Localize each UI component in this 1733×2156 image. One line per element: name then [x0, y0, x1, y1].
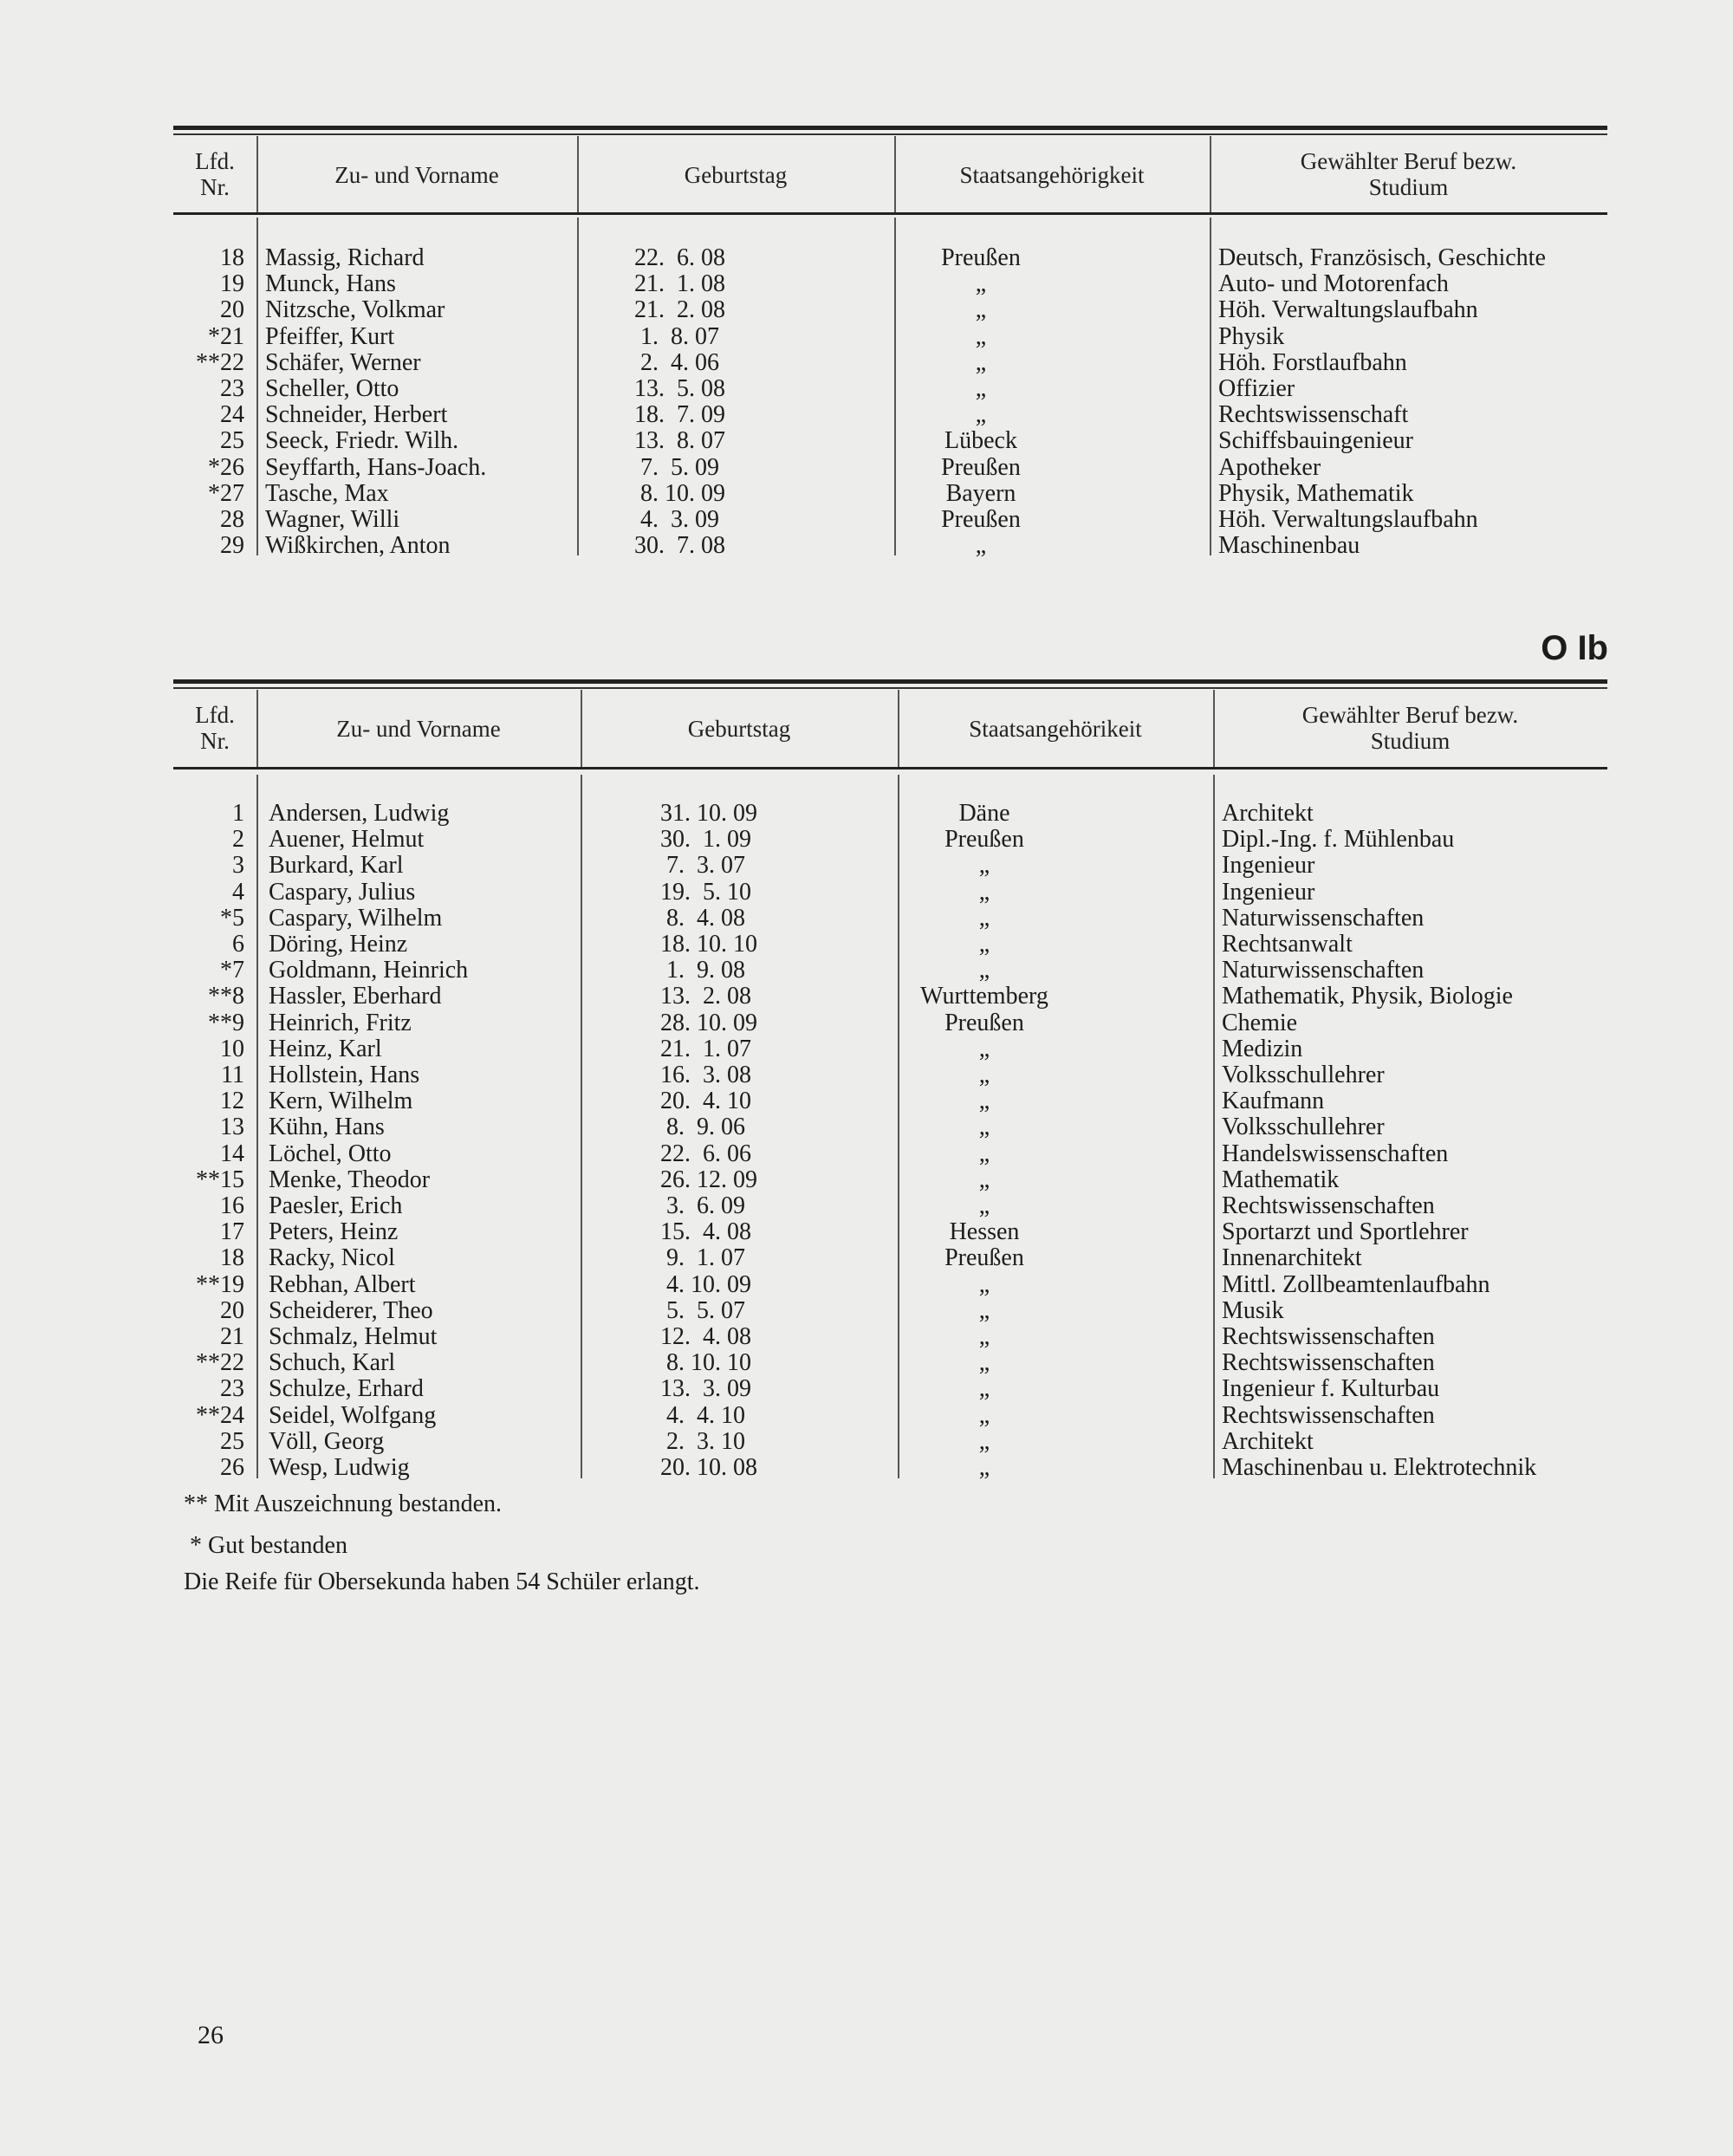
- chosen-profession: Rechtswissenschaften: [1222, 1349, 1435, 1377]
- table-row: [173, 1376, 1607, 1402]
- table-row: [173, 827, 1607, 853]
- birth-date: 22. 6. 06: [660, 1140, 751, 1167]
- row-number: *21: [208, 322, 244, 350]
- student-name: Hassler, Eberhard: [269, 983, 442, 1010]
- row-number: 14: [220, 1140, 244, 1167]
- table-top-rule: [173, 126, 1607, 130]
- row-number: 24: [220, 401, 244, 429]
- birth-date: 26. 12. 09: [660, 1166, 757, 1193]
- birth-date: 20. 10. 08: [660, 1454, 757, 1481]
- header-job: Gewählter Beruf bezw. Studium: [1300, 148, 1517, 200]
- student-name: Schuch, Karl: [269, 1349, 396, 1377]
- table-top-rule-thin: [173, 133, 1607, 135]
- header-divider: [173, 767, 1607, 770]
- header-date: Geburtstag: [687, 716, 791, 742]
- row-number: 18: [220, 244, 244, 271]
- header-nr: Lfd. Nr.: [195, 702, 235, 754]
- birth-date: 15. 4. 08: [660, 1218, 751, 1246]
- row-number: 25: [220, 427, 244, 455]
- row-number: **22: [196, 1349, 244, 1377]
- row-number: **22: [196, 348, 244, 376]
- birth-date: 8. 10. 10: [660, 1349, 751, 1377]
- nationality: „: [978, 1375, 990, 1403]
- nationality: „: [978, 1427, 990, 1455]
- table-row: [173, 1403, 1607, 1429]
- birth-date: 7. 3. 07: [660, 852, 745, 880]
- chosen-profession: Maschinenbau: [1218, 532, 1360, 560]
- row-number: 11: [221, 1062, 244, 1088]
- birth-date: 8. 4. 08: [660, 904, 745, 932]
- birth-date: 21. 2. 08: [634, 296, 725, 324]
- table-row: [173, 1088, 1607, 1114]
- table-row: [173, 533, 1607, 559]
- birth-date: 16. 3. 08: [660, 1062, 751, 1088]
- table-row: [173, 428, 1607, 454]
- table-row: [173, 1167, 1607, 1193]
- chosen-profession: Mittl. Zollbeamtenlaufbahn: [1222, 1270, 1490, 1298]
- table-row: [173, 507, 1607, 533]
- row-number: **9: [208, 1009, 244, 1036]
- row-number: 29: [220, 532, 244, 560]
- birth-date: 4. 4. 10: [660, 1401, 745, 1429]
- chosen-profession: Maschinenbau u. Elektrotechnik: [1222, 1454, 1537, 1481]
- table-row: [173, 1219, 1607, 1245]
- student-name: Caspary, Julius: [269, 878, 416, 906]
- row-number: 3: [232, 852, 244, 880]
- table-row: [173, 1114, 1607, 1140]
- section-title: O Ib: [1541, 629, 1608, 667]
- table-row: [173, 932, 1607, 958]
- chosen-profession: Volksschullehrer: [1222, 1114, 1385, 1141]
- nationality: „: [978, 1401, 990, 1429]
- row-number: 18: [220, 1244, 244, 1272]
- nationality: Däne: [958, 800, 1010, 827]
- nationality: „: [975, 532, 987, 560]
- table-row: [173, 1193, 1607, 1219]
- header-state: Staatsangehörigkeit: [959, 162, 1145, 188]
- nationality: Preußen: [944, 1009, 1024, 1036]
- student-name: Heinrich, Fritz: [269, 1009, 412, 1036]
- nationality: „: [978, 1114, 990, 1141]
- student-name: Kühn, Hans: [269, 1114, 385, 1141]
- chosen-profession: Naturwissenschaften: [1222, 957, 1425, 984]
- student-name: Scheller, Otto: [265, 375, 399, 402]
- chosen-profession: Dipl.-Ing. f. Mühlenbau: [1222, 826, 1455, 854]
- chosen-profession: Ingenieur: [1222, 852, 1315, 880]
- student-name: Seidel, Wolfgang: [269, 1401, 437, 1429]
- birth-date: 13. 3. 09: [660, 1375, 751, 1403]
- student-name: Caspary, Wilhelm: [269, 904, 443, 932]
- student-name: Scheiderer, Theo: [269, 1296, 433, 1324]
- chosen-profession: Offizier: [1218, 375, 1295, 402]
- nationality: „: [975, 401, 987, 429]
- row-number: *26: [208, 453, 244, 481]
- birth-date: 2. 4. 06: [634, 348, 719, 376]
- birth-date: 21. 1. 07: [660, 1035, 751, 1062]
- row-number: 20: [220, 1296, 244, 1324]
- table-row: [173, 402, 1607, 428]
- row-number: 25: [220, 1427, 244, 1455]
- row-number: 17: [220, 1218, 244, 1246]
- student-name: Löchel, Otto: [269, 1140, 392, 1167]
- birth-date: 8. 9. 06: [660, 1114, 745, 1141]
- student-name: Massig, Richard: [265, 244, 425, 271]
- student-name: Paesler, Erich: [269, 1192, 403, 1219]
- nationality: „: [978, 852, 990, 880]
- student-name: Peters, Heinz: [269, 1218, 399, 1246]
- row-number: **8: [208, 983, 244, 1010]
- table-row: [173, 455, 1607, 481]
- header-nr: Lfd. Nr.: [195, 148, 235, 200]
- student-name: Völl, Georg: [269, 1427, 385, 1455]
- nationality: „: [978, 1166, 990, 1193]
- chosen-profession: Musik: [1222, 1296, 1284, 1324]
- table-row: [173, 1350, 1607, 1376]
- table-row: [173, 1324, 1607, 1350]
- nationality: Bayern: [945, 479, 1016, 507]
- nationality: „: [975, 348, 987, 376]
- birth-date: 13. 5. 08: [634, 375, 725, 402]
- birth-date: 4. 3. 09: [634, 506, 719, 533]
- table-row: [173, 880, 1607, 906]
- student-name: Seyffarth, Hans-Joach.: [265, 453, 487, 481]
- chosen-profession: Innenarchitekt: [1222, 1244, 1362, 1272]
- table-row: [173, 958, 1607, 984]
- row-number: **24: [196, 1401, 244, 1429]
- chosen-profession: Physik, Mathematik: [1218, 479, 1414, 507]
- student-name: Racky, Nicol: [269, 1244, 395, 1272]
- nationality: Hessen: [949, 1218, 1020, 1246]
- table-row: [173, 271, 1607, 297]
- student-name: Döring, Heinz: [269, 931, 408, 958]
- chosen-profession: Höh. Verwaltungslaufbahn: [1218, 506, 1478, 533]
- chosen-profession: Sportarzt und Sportlehrer: [1222, 1218, 1469, 1246]
- birth-date: 30. 1. 09: [660, 826, 751, 854]
- birth-date: 8. 10. 09: [634, 479, 725, 507]
- nationality: „: [978, 1349, 990, 1377]
- birth-date: 18. 10. 10: [660, 931, 757, 958]
- chosen-profession: Rechtswissenschaften: [1222, 1192, 1435, 1219]
- student-name: Andersen, Ludwig: [269, 800, 450, 827]
- table-row: [173, 1062, 1607, 1088]
- row-number: *7: [220, 957, 244, 984]
- table-row: [173, 1455, 1607, 1481]
- nationality: „: [978, 1323, 990, 1350]
- chosen-profession: Deutsch, Französisch, Geschichte: [1218, 244, 1546, 271]
- student-name: Menke, Theodor: [269, 1166, 431, 1193]
- table-row: [173, 481, 1607, 507]
- nationality: „: [978, 1296, 990, 1324]
- row-number: 6: [232, 931, 244, 958]
- nationality: „: [978, 904, 990, 932]
- nationality: Wurttemberg: [920, 983, 1048, 1010]
- birth-date: 28. 10. 09: [660, 1009, 757, 1036]
- note-distinction: ** Mit Auszeichnung bestanden.: [184, 1490, 503, 1517]
- nationality: Lübeck: [944, 427, 1017, 455]
- page-number: 26: [198, 2021, 224, 2049]
- nationality: „: [978, 1270, 990, 1298]
- table-row: [173, 350, 1607, 376]
- table-row: [173, 297, 1607, 323]
- chosen-profession: Architekt: [1222, 800, 1314, 827]
- header-divider: [173, 212, 1607, 215]
- table-row: [173, 1429, 1607, 1455]
- nationality: „: [978, 1192, 990, 1219]
- chosen-profession: Architekt: [1222, 1427, 1314, 1455]
- birth-date: 21. 1. 08: [634, 270, 725, 298]
- chosen-profession: Höh. Verwaltungslaufbahn: [1218, 296, 1478, 324]
- nationality: „: [978, 1062, 990, 1088]
- table-row: [173, 853, 1607, 879]
- birth-date: 30. 7. 08: [634, 532, 725, 560]
- birth-date: 9. 1. 07: [660, 1244, 745, 1272]
- header-job: Gewählter Beruf bezw. Studium: [1301, 702, 1519, 754]
- chosen-profession: Rechtswissenschaften: [1222, 1401, 1435, 1429]
- table-row: [173, 1298, 1607, 1324]
- birth-date: 3. 6. 09: [660, 1192, 745, 1219]
- chosen-profession: Rechtswissenschaft: [1218, 401, 1409, 429]
- table-top-rule-thin: [173, 687, 1607, 689]
- row-number: 28: [220, 506, 244, 533]
- chosen-profession: Chemie: [1222, 1009, 1298, 1036]
- header-name: Zu- und Vorname: [336, 716, 501, 742]
- table-row: [173, 801, 1607, 827]
- student-name: Burkard, Karl: [269, 852, 404, 880]
- nationality: „: [975, 375, 987, 402]
- chosen-profession: Ingenieur f. Kulturbau: [1222, 1375, 1440, 1403]
- birth-date: 20. 4. 10: [660, 1088, 751, 1115]
- birth-date: 4. 10. 09: [660, 1270, 751, 1298]
- row-number: *5: [220, 904, 244, 932]
- row-number: 16: [220, 1192, 244, 1219]
- table-top-rule: [173, 679, 1607, 684]
- table-row: [173, 1010, 1607, 1036]
- birth-date: 19. 5. 10: [660, 878, 751, 906]
- nationality: „: [978, 878, 990, 906]
- row-number: 23: [220, 1375, 244, 1403]
- birth-date: 13. 8. 07: [634, 427, 725, 455]
- table-row: [173, 1245, 1607, 1271]
- nationality: „: [978, 1035, 990, 1062]
- student-name: Schmalz, Helmut: [269, 1323, 438, 1350]
- birth-date: 2. 3. 10: [660, 1427, 745, 1455]
- chosen-profession: Physik: [1218, 322, 1285, 350]
- chosen-profession: Volksschullehrer: [1222, 1062, 1385, 1088]
- student-name: Rebhan, Albert: [269, 1270, 416, 1298]
- nationality: „: [978, 1140, 990, 1167]
- row-number: 12: [220, 1088, 244, 1115]
- table-1: [173, 126, 1607, 559]
- table-row: [173, 1036, 1607, 1062]
- student-name: Schneider, Herbert: [265, 401, 448, 429]
- nationality: „: [978, 1454, 990, 1481]
- birth-date: 1. 9. 08: [660, 957, 745, 984]
- chosen-profession: Naturwissenschaften: [1222, 904, 1425, 932]
- student-name: Tasche, Max: [265, 479, 389, 507]
- student-name: Munck, Hans: [265, 270, 396, 298]
- student-name: Auener, Helmut: [269, 826, 425, 854]
- row-number: 20: [220, 296, 244, 324]
- student-name: Heinz, Karl: [269, 1035, 382, 1062]
- birth-date: 13. 2. 08: [660, 983, 751, 1010]
- student-name: Schäfer, Werner: [265, 348, 421, 376]
- birth-date: 31. 10. 09: [660, 800, 757, 827]
- student-name: Pfeiffer, Kurt: [265, 322, 395, 350]
- birth-date: 12. 4. 08: [660, 1323, 751, 1350]
- row-number: 23: [220, 375, 244, 402]
- nationality: Preußen: [944, 826, 1024, 854]
- birth-date: 7. 5. 09: [634, 453, 719, 481]
- table-row: [173, 1141, 1607, 1167]
- birth-date: 18. 7. 09: [634, 401, 725, 429]
- chosen-profession: Rechtsanwalt: [1222, 931, 1353, 958]
- birth-date: 5. 5. 07: [660, 1296, 745, 1324]
- header-name: Zu- und Vorname: [334, 162, 499, 188]
- row-number: 19: [220, 270, 244, 298]
- student-name: Wesp, Ludwig: [269, 1454, 410, 1481]
- row-number: 10: [220, 1035, 244, 1062]
- birth-date: 1. 8. 07: [634, 322, 719, 350]
- student-name: Hollstein, Hans: [269, 1062, 420, 1088]
- chosen-profession: Höh. Forstlaufbahn: [1218, 348, 1407, 376]
- nationality: Preußen: [944, 1244, 1024, 1272]
- student-name: Schulze, Erhard: [269, 1375, 424, 1403]
- nationality: Preußen: [941, 244, 1021, 271]
- chosen-profession: Rechtswissenschaften: [1222, 1323, 1435, 1350]
- nationality: „: [978, 957, 990, 984]
- chosen-profession: Schiffsbauingenieur: [1218, 427, 1413, 455]
- chosen-profession: Ingenieur: [1222, 878, 1315, 906]
- nationality: Preußen: [941, 453, 1021, 481]
- table-row: [173, 324, 1607, 350]
- table-row: [173, 906, 1607, 932]
- nationality: „: [975, 270, 987, 298]
- chosen-profession: Kaufmann: [1222, 1088, 1325, 1115]
- chosen-profession: Mathematik: [1222, 1166, 1340, 1193]
- nationality: „: [978, 1088, 990, 1115]
- student-name: Nitzsche, Volkmar: [265, 296, 445, 324]
- table-2: [173, 679, 1607, 1485]
- row-number: 1: [232, 800, 244, 827]
- nationality: „: [975, 296, 987, 324]
- row-number: 21: [220, 1323, 244, 1350]
- row-number: 2: [232, 826, 244, 854]
- student-name: Goldmann, Heinrich: [269, 957, 469, 984]
- row-number: **19: [196, 1270, 244, 1298]
- nationality: „: [978, 931, 990, 958]
- table-row: [173, 984, 1607, 1010]
- header-state: Staatsangehörikeit: [969, 716, 1142, 742]
- row-number: **15: [196, 1166, 244, 1193]
- chosen-profession: Mathematik, Physik, Biologie: [1222, 983, 1513, 1010]
- table-row: [173, 1272, 1607, 1298]
- chosen-profession: Medizin: [1222, 1035, 1303, 1062]
- birth-date: 22. 6. 08: [634, 244, 725, 271]
- nationality: Preußen: [941, 506, 1021, 533]
- row-number: 13: [220, 1114, 244, 1141]
- chosen-profession: Apotheker: [1218, 453, 1321, 481]
- nationality: „: [975, 322, 987, 350]
- header-date: Geburtstag: [684, 162, 788, 188]
- student-name: Kern, Wilhelm: [269, 1088, 413, 1115]
- row-number: 4: [232, 878, 244, 906]
- row-number: 26: [220, 1454, 244, 1481]
- student-name: Seeck, Friedr. Wilh.: [265, 427, 459, 455]
- chosen-profession: Auto- und Motorenfach: [1218, 270, 1449, 298]
- table-row: [173, 376, 1607, 402]
- student-name: Wagner, Willi: [265, 506, 400, 533]
- row-number: *27: [208, 479, 244, 507]
- note-maturity: Die Reife für Obersekunda haben 54 Schüler erlangt.: [184, 1568, 700, 1595]
- chosen-profession: Handelswissenschaften: [1222, 1140, 1449, 1167]
- table-row: [173, 245, 1607, 271]
- student-name: Wißkirchen, Anton: [265, 532, 451, 560]
- note-good: * Gut bestanden: [184, 1532, 347, 1559]
